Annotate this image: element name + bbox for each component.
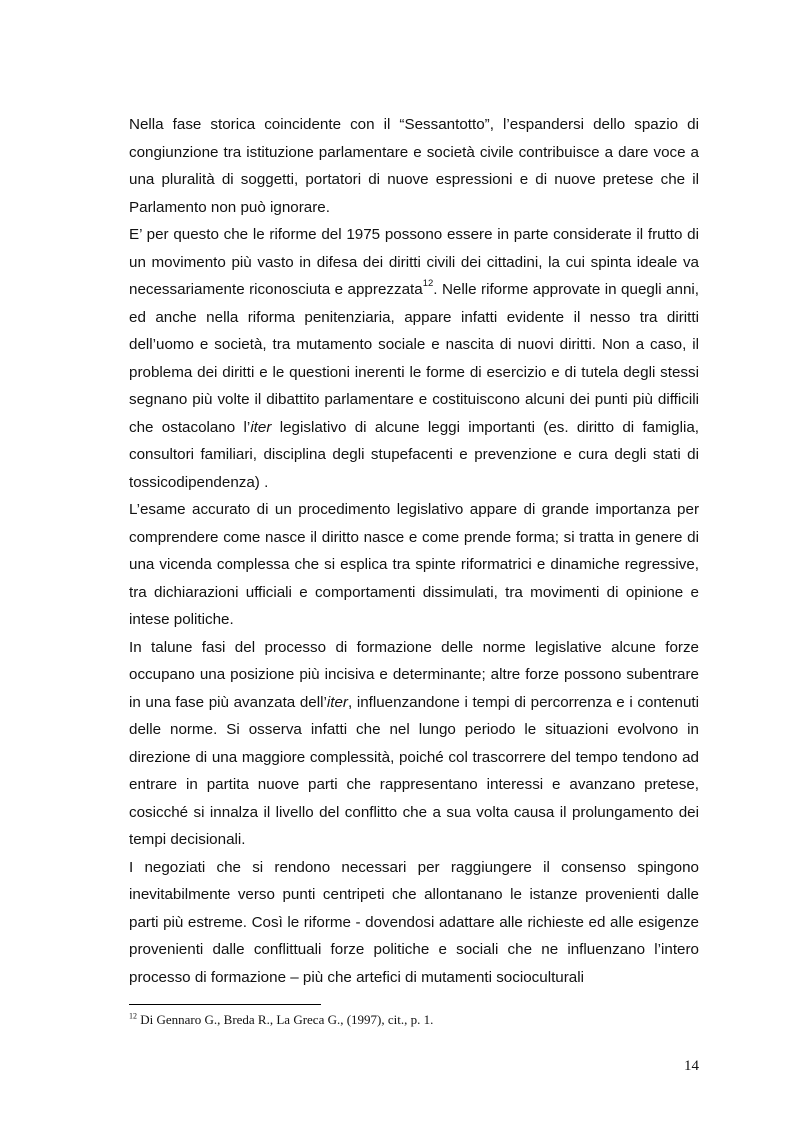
footnote-divider xyxy=(129,1004,321,1005)
paragraph-4-text-b: , influenzandone i tempi di percorrenza e i contenuti delle norme. Si osserva infatti che nel lungo periodo le situazioni evolvono in direzione di una maggiore complessità, poiché col trascorrere del tempo tendono ad entrare in partita nuove parti che rappresentano interessi e avanzano pretese, cosicché si innalza il livello del conflitto che a sua volta causa il prolungamento dei tempi decisionali. xyxy=(129,693,699,848)
paragraph-1 xyxy=(129,111,699,221)
paragraph-1-text: Nella fase storica coincidente con il “Sessantotto”, l’espandersi dello spazio di congiunzione tra istituzione parlamentare e società civile contribuisce a dare voce a una pluralità di soggetti, portatori di nuove espressioni e di nuove pretese che il Parlamento non può ignorare. xyxy=(129,116,699,216)
paragraph-2-text-a: E’ per questo che le riforme del 1975 possono essere in parte considerate il frutto di un movimento più vasto in difesa dei diritti civili dei cittadini, la cui spinta ideale va necessariamente riconosciuta e apprezzata xyxy=(129,226,699,298)
paragraph-4 xyxy=(129,634,699,854)
paragraph-5-text: I negoziati che si rendono necessari per raggiungere il consenso spingono inevitabilmente verso punti centripeti che allontanano le istanze provenienti dalle parti più estreme. Così le riforme - dovendosi adattare alle richieste ed alle esigenze provenienti dalle conflittuali forze politiche e sociali che ne influenzano l’intero processo di formazione – più che artefici di mutamenti socioculturali xyxy=(129,858,699,986)
paragraph-2-text-c: legislativo di alcune leggi importanti (es. diritto di famiglia, consultori familiari, disciplina degli stupefacenti e prevenzione e cura degli stati di tossicodipendenza) . xyxy=(129,418,700,491)
footnote-text: Di Gennaro G., Breda R., La Greca G., (1997), cit., p. 1. xyxy=(137,1012,434,1027)
footnote-reference[interactable]: 12 xyxy=(422,277,434,289)
paragraph-3-text: L’esame accurato di un procedimento legislativo appare di grande importanza per comprendere come nasce il diritto nasce e come prende forma; si tratta in genere di una vicenda complessa che si esplica tra spinte riformatrici e dinamiche regressive, tra dichiarazioni ufficiali e comportamenti dissimulati, tra movimenti di opinione e intese politiche. xyxy=(129,501,699,628)
paragraph-4-text-a: In talune fasi del processo di formazione delle norme legislative alcune forze occupano una posizione più incisiva e determinante; altre forze possono subentrare in una fase più avanzata dell’ xyxy=(129,638,699,711)
italic-term: iter xyxy=(250,418,272,436)
italic-term: iter xyxy=(326,693,348,711)
paragraph-3 xyxy=(129,496,699,634)
body-text xyxy=(129,111,699,991)
paragraph-2-text-b: . Nelle riforme approvate in quegli anni, ed anche nella riforma penitenziaria, appare infatti evidente il nesso tra diritti dell’uomo e società, tra mutamento sociale e nascita di nuovi diritti. Non a caso, il problema dei diritti e le questioni inerenti le forme di esercizio e di tutela degli stessi segnano più volte il dibattito parlamentare e costituiscono alcuni dei punti più difficili che ostacolano l’ xyxy=(129,281,699,436)
paragraph-5 xyxy=(129,854,699,992)
footnote-number: 12 xyxy=(129,1011,137,1021)
footnote xyxy=(129,1012,699,1028)
page-number: 14 xyxy=(684,1058,699,1074)
paragraph-2 xyxy=(129,221,699,496)
